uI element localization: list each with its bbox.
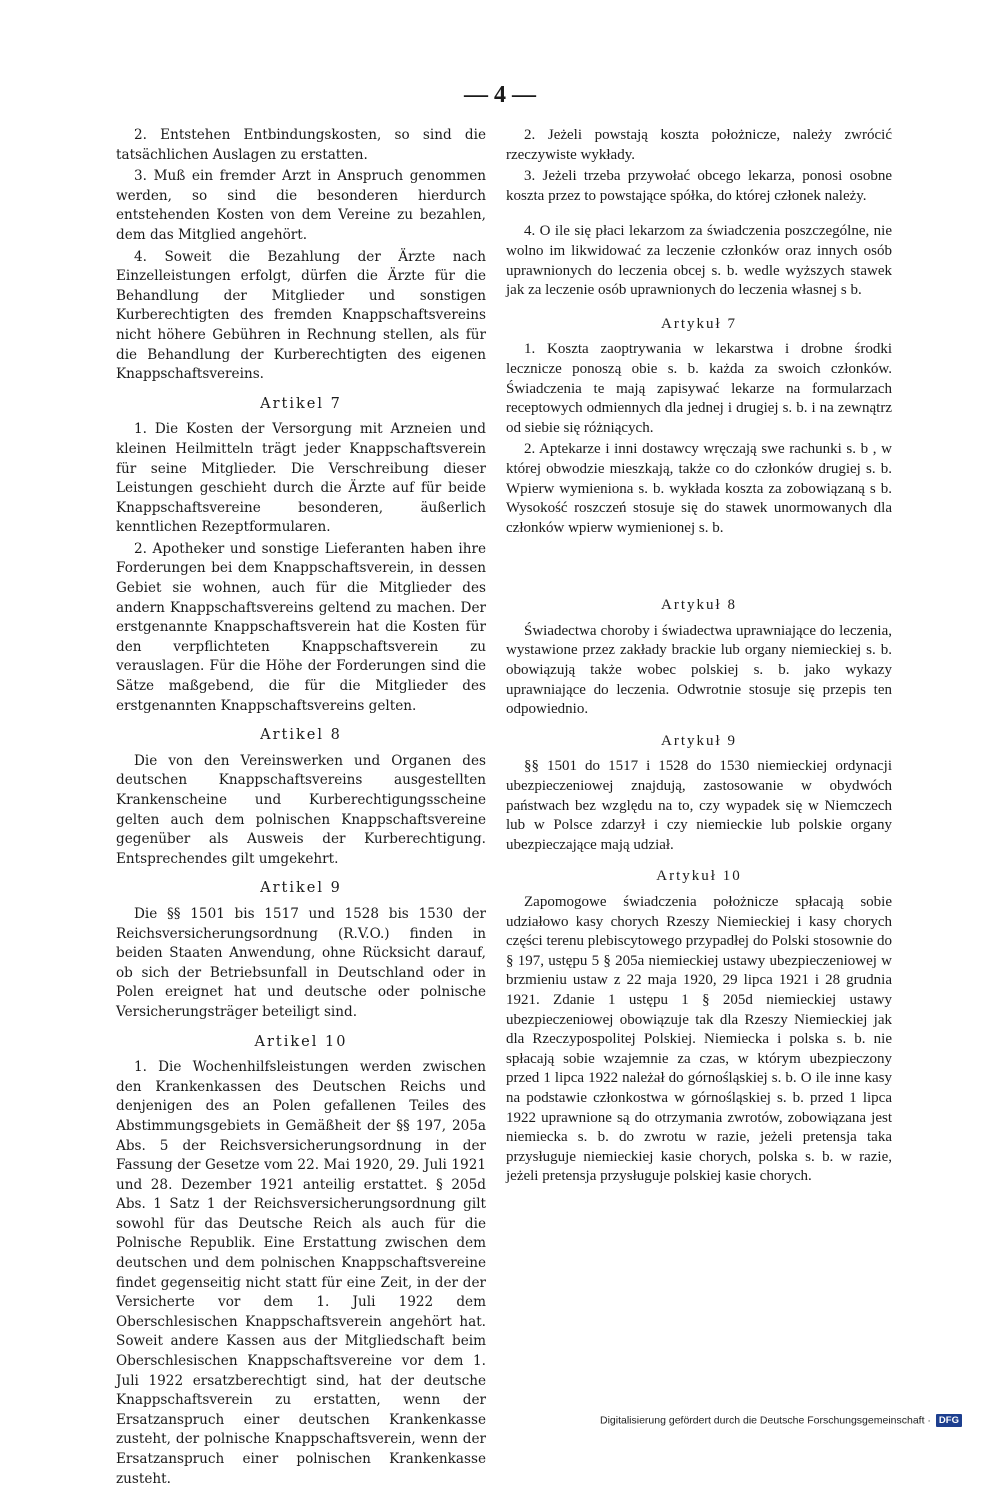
- pl-article-9-paragraph: §§ 1501 do 1517 i 1528 do 1530 niemieckiej ordynacji ubezpieczeniowej znajdują, zastosowanie w obydwóch państwach bez względu na to, czy wypadek się w Niemczech lub w Polsce zdarzył i czy niemieckie lub polskie organy ubezpieczające mają udział.: [506, 758, 892, 853]
- de-article-7-heading: Artikel 7: [260, 395, 342, 412]
- german-column: [116, 126, 486, 1491]
- pl-article-7-heading: Artykuł 7: [661, 315, 737, 332]
- pl-paragraph-2: 2. Jeżeli powstają koszta położnicze, należy zwrócić rzeczywiste wykłady.: [506, 127, 892, 163]
- pl-article-10-heading: Artykuł 10: [656, 868, 742, 885]
- de-article-7-paragraph-2: 2. Apotheker und sonstige Lieferanten haben ihre Forderungen bei dem Knappschaftsverein, in dessen Gebiet sie wohnen, auch für die Mitglieder des andern Knappschaftsvereins geltend zu machen. Der erstgenannte Knappschaftsverein hat die Kosten für den verpflichteten Knappschaftsverein zu verauslagen. Für die Höhe der Forderungen sind die Sätze maßgebend, die für die Mitglieder des erstgenannten Knappschaftsvereins gelten.: [116, 540, 486, 714]
- pl-article-10-paragraph: Zapomogowe świadczenia położnicze spłacają sobie udziałowo kasy chorych Rzeszy Niemieckiej i kasy chorych części terenu plebiscytowego przypadłej do Polski stosownie do § 197, ustępu 5 § 205a niemieckiej ustawy ubezpieczeniowej w brzmieniu ustaw z 22 maja 1920, 29 lipca 1921 i 28 grudnia 1921. Zdanie 1 ustępu 1 § 205d niemieckiej ustawy ubezpieczeniowej obowiązuje tak dla Rzeszy Niemieckiej jak dla Rzeczypospolitej Polskiej. Niemiecka i polska s. b. nie spłacają sobie wzajemnie za czas, w którym ubezpieczony przed 1 lipca 1922 należał do górnośląskiej s. b. O ile inne kasy na podstawie członkostwa w górnośląskiej s. b. przed 1 lipca 1922 uprawnione są do otrzymania zwrotów, zobowiązana jest niemiecka s. b. do zwrotu w razie, jeżeli pretensja taka przysługuje niemieckiej kasie chorych, polska s. b. w razie, jeżeli pretensja przysługuje polskiej kasie chorych.: [506, 894, 892, 1185]
- de-paragraph-4: 4. Soweit die Bezahlung der Ärzte nach Einzelleistungen erfolgt, dürfen die Ärzte für die Behandlung der Mitglieder und sonstigen Kurberechtigten des fremden Knappschaftsvereins nicht höhere Gebühren in Rechnung stellen, als für die Behandlung der Kurberechtigten des eigenen Knappschaftsvereins.: [116, 248, 486, 383]
- de-paragraph-2: 2. Entstehen Entbindungskosten, so sind die tatsächlichen Auslagen zu erstatten.: [116, 127, 486, 163]
- de-article-10-heading: Artikel 10: [254, 1033, 348, 1050]
- de-article-8-paragraph: Die von den Vereinswerken und Organen des deutschen Knappschaftsvereins ausgestellten Krankenscheine und Kurberechtigungsscheine gelten auch dem polnischen Knappschaftsvereine gegenüber als Ausweis der Kurberechtigung. Entsprechendes gilt umgekehrt.: [116, 752, 486, 867]
- footer: [600, 1414, 962, 1427]
- de-article-9-paragraph: Die §§ 1501 bis 1517 und 1528 bis 1530 der Reichsversicherungsordnung (R.V.O.) finden in beiden Staaten Anwendung, ohne Rücksicht darauf, ob sich der Betriebsunfall in Deutschland oder in Polen ereignet hat und deutsche oder polnische Versicherungsträger beteiligt sind.: [116, 905, 486, 1020]
- de-article-9-heading: Artikel 9: [260, 880, 342, 897]
- pl-paragraph-3: 3. Jeżeli trzeba przywołać obcego lekarza, ponosi osobne koszta przez to powstające spółka, do której członek należy.: [506, 168, 892, 204]
- page-number: — 4 —: [464, 82, 536, 108]
- pl-article-8-heading: Artykuł 8: [661, 597, 737, 614]
- de-article-10-paragraph-1: 1. Die Wochenhilfsleistungen werden zwischen den Krankenkassen des Deutschen Reichs und denjenigen des an Polen gefallenen Teiles des Abstimmungsgebiets in Gemäßheit der §§ 197, 205a Abs. 5 der Reichsversicherungsordnung in der Fassung der Gesetze vom 22. Mai 1920, 29. Juli 1921 und 28. Dezember 1921 anteilig erstattet. § 205d Abs. 1 Satz 1 der Reichsversicherungsordnung gilt sowohl für das Deutsche Reich als auch für die Polnische Republik. Eine Erstattung zwischen dem deutschen und dem polnischen Knappschaftsvereine findet gegenseitig nicht statt für eine Zeit, in der der Versicherte vor dem 1. Juli 1922 dem Oberschlesischen Knappschaftsverein angehört hat. Soweit andere Kassen aus der Mitgliedschaft beim Oberschlesischen Knappschaftsvereine vor dem 1. Juli 1922 ersatzberechtigt sind, hat der deutsche Knappschaftsverein zu erstatten, wenn der Ersatzanspruch einer deutschen Krankenkasse zusteht, der polnische Knappschaftsverein, wenn der Ersatzanspruch einer polnischen Krankenkasse zusteht.: [116, 1059, 486, 1487]
- pl-article-9-heading: Artykuł 9: [661, 732, 737, 749]
- pl-paragraph-4: 4. O ile się płaci lekarzom za świadczenia poszczególne, nie wolno im likwidować za leczenie członków oraz innych osób uprawnionych do leczenia obcej s. b. wedle wyższych stawek jak za leczenie osób uprawnionych do leczenia własnej s b.: [506, 223, 892, 299]
- pl-article-7-paragraph-1: 1. Koszta zaoptrywania w lekarstwa i drobne środki lecznicze ponoszą obie s. b. każda za swoich członków. Świadczenia te mają zapisywać lekarze na formularzach receptowych odmiennych dla jednej i drugiej s. b. i na zewnątrz od siebie się różniących.: [506, 341, 892, 436]
- dfg-logo-icon: DFG: [936, 1414, 962, 1427]
- de-article-7-paragraph-1: 1. Die Kosten der Versorgung mit Arzneien und kleinen Heilmitteln trägt jeder Knappschaftsverein für seine Mitglieder. Die Verschreibung dieser Leistungen geschieht durch die Ärzte auf für beide Knappschaftsvereine besonderen, äußerlich kenntlichen Rezeptformularen.: [116, 421, 486, 536]
- pl-article-7-paragraph-2: 2. Aptekarze i inni dostawcy wręczają swe rachunki s. b , w której obwodzie mieszkają, także co do członków drugiej s. b. Wpierw wymieniona s. b. wykłada koszta za zobowiązaną s b. Wysokość roszczeń stosuje się do stawek unormowanych dla członków wpierw wymienionej s. b.: [506, 441, 892, 536]
- footer-text: Digitalisierung gefördert durch die Deutsche Forschungsgemeinschaft ·: [600, 1414, 931, 1427]
- de-paragraph-3: 3. Muß ein fremder Arzt in Anspruch genommen werden, so sind die besonderen hierdurch entstehenden Kosten von dem Vereine zu bezahlen, dem das Mitglied angehört.: [116, 168, 486, 243]
- de-article-8-heading: Artikel 8: [260, 727, 342, 744]
- polish-column: [506, 126, 892, 1189]
- pl-article-8-paragraph: Świadectwa choroby i świadectwa uprawniające do leczenia, wystawione przez zakłady brackie lub organy niemieckiej s. b. obowiązują także wobec polskiej s. b. jako wykazy uprawniające do leczenia. Odwrotnie stosuje się przepis ten odpowiednio.: [506, 622, 892, 718]
